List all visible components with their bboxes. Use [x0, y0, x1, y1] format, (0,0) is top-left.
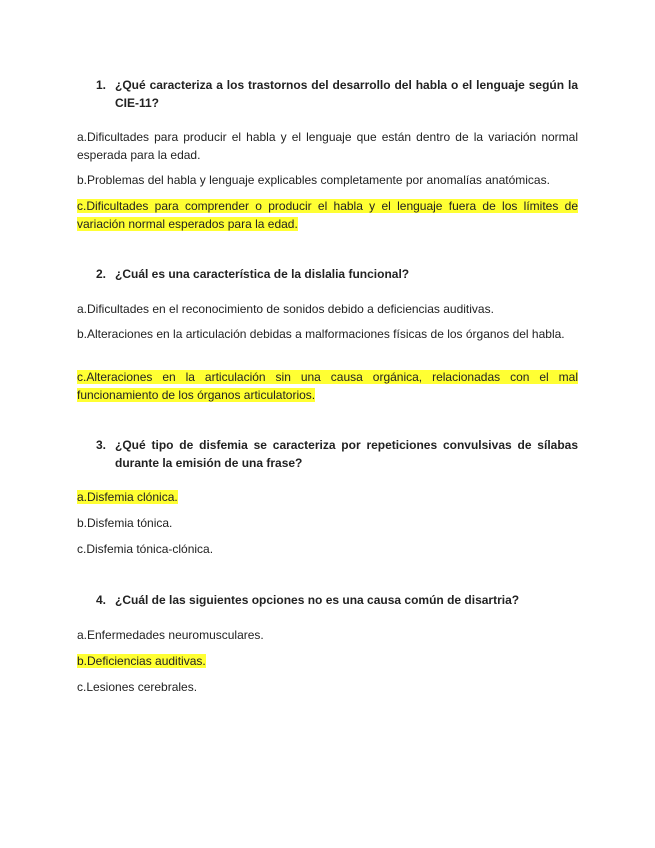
highlighted-answer: c.Dificultades para comprender o producir el habla y el lenguaje fuera de los límites de variación normal esperados para la edad. — [77, 199, 578, 231]
question-3-option-a — [77, 488, 578, 506]
option-text: b.Alteraciones en la articulación debidas a malformaciones físicas de los órganos del habla. — [77, 327, 565, 341]
question-text: ¿Cuál de las siguientes opciones no es una causa común de disartria? — [115, 593, 520, 607]
question-1-option-a — [77, 128, 578, 164]
option-text: a.Enfermedades neuromusculares. — [77, 628, 264, 642]
question-4 — [96, 591, 578, 609]
question-3-option-c — [77, 540, 578, 558]
option-text: a.Dificultades para producir el habla y el lenguaje que están dentro de la variación normal esperada para la edad. — [77, 130, 578, 162]
question-4-option-c — [77, 678, 578, 696]
question-1 — [96, 76, 578, 112]
option-text: a.Dificultades en el reconocimiento de sonidos debido a deficiencias auditivas. — [77, 302, 494, 316]
question-1-option-c — [77, 197, 578, 233]
question-2-option-c — [77, 368, 578, 404]
option-text: c.Lesiones cerebrales. — [77, 680, 198, 694]
question-1-option-b — [77, 171, 578, 189]
question-number: 3. — [96, 438, 107, 452]
highlighted-answer: c.Alteraciones en la articulación sin una causa orgánica, relacionadas con el mal funcionamiento de los órganos articulatorios. — [77, 370, 578, 402]
question-text: ¿Qué tipo de disfemia se caracteriza por repeticiones convulsivas de sílabas durante la emisión de una frase? — [115, 438, 578, 470]
question-number: 2. — [96, 267, 107, 281]
option-text: b.Problemas del habla y lenguaje explicables completamente por anomalías anatómicas. — [77, 173, 550, 187]
question-text: ¿Qué caracteriza a los trastornos del desarrollo del habla o el lenguaje según la CIE-11? — [115, 78, 578, 110]
option-text: b.Disfemia tónica. — [77, 516, 173, 530]
question-3 — [96, 436, 578, 472]
highlighted-answer: a.Disfemia clónica. — [77, 490, 178, 504]
question-3-option-b — [77, 514, 578, 532]
question-2 — [96, 265, 578, 283]
question-4-option-a — [77, 626, 578, 644]
highlighted-answer: b.Deficiencias auditivas. — [77, 654, 206, 668]
question-text: ¿Cuál es una característica de la dislalia funcional? — [115, 267, 410, 281]
question-number: 1. — [96, 78, 107, 92]
question-4-option-b — [77, 652, 578, 670]
question-number: 4. — [96, 593, 107, 607]
option-text: c.Disfemia tónica-clónica. — [77, 542, 214, 556]
question-2-option-a — [77, 300, 578, 318]
question-2-option-b — [77, 325, 578, 343]
